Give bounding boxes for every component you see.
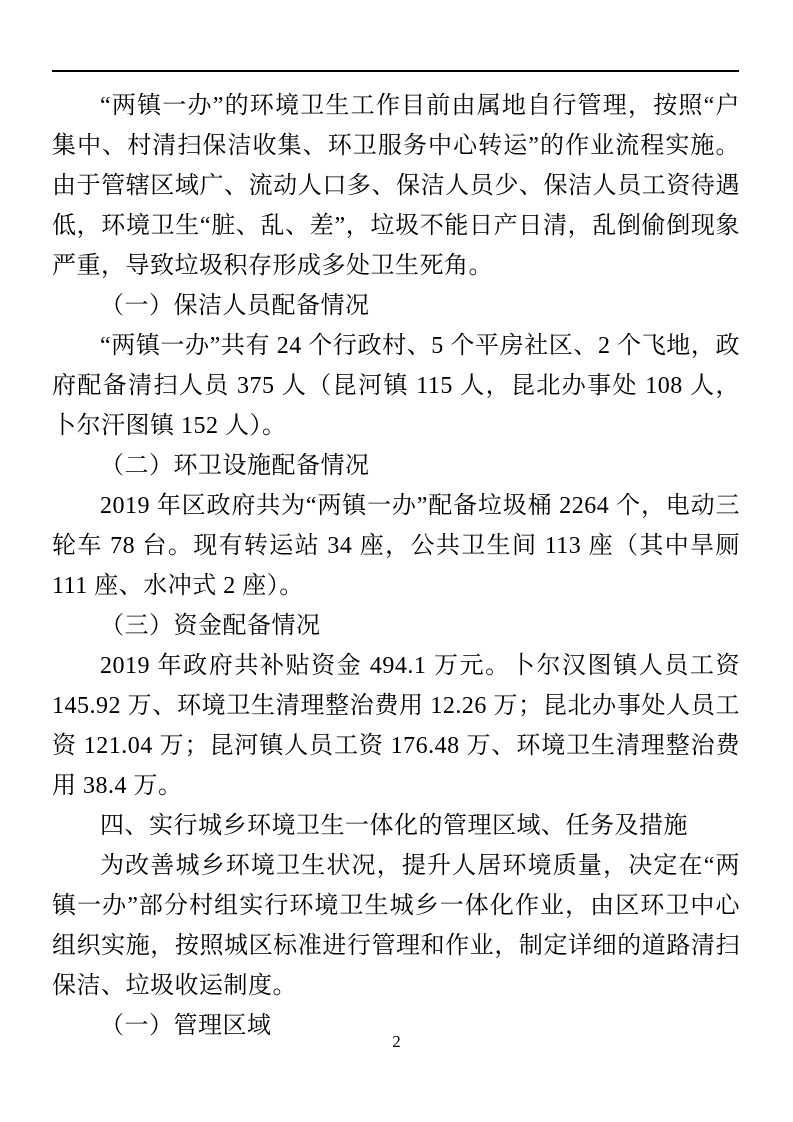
section-heading-sanitation-facilities: （二）环卫设施配备情况: [100, 453, 370, 479]
paragraph-cleaning-staff: “两镇一办”共有 24 个行政村、5 个平房社区、2 个飞地，政府配备清扫人员 375 人（昆河镇 115 人，昆北办事处 108 人，卜尔汗图镇 152 人）。: [52, 333, 740, 439]
page-footer: [0, 1032, 793, 1052]
section-heading-management-area: （一）管理区域: [100, 1013, 272, 1039]
page-number: 2: [392, 1032, 401, 1051]
paragraph-funding: 2019 年政府共补贴资金 494.1 万元。卜尔汉图镇人员工资 145.92 万、环境卫生清理整治费用 12.26 万；昆北办事处人员工资 121.04 万；昆河镇人员工资 176.48 万、环境卫生清理整治费用 38.4 万。: [52, 653, 740, 799]
document-body: [52, 86, 740, 1046]
section-heading-cleaning-staff: （一）保洁人员配备情况: [100, 293, 370, 319]
paragraph-integration-plan: 为改善城乡环境卫生状况，提升人居环境质量，决定在“两镇一办”部分村组实行环境卫生城乡一体化作业，由区环卫中心组织实施，按照城区标准进行管理和作业，制定详细的道路清扫保洁、垃圾收运制度。: [52, 853, 740, 999]
section-heading-funding: （三）资金配备情况: [100, 613, 321, 639]
paragraph-sanitation-facilities: 2019 年区政府共为“两镇一办”配备垃圾桶 2264 个，电动三轮车 78 台。现有转运站 34 座，公共卫生间 113 座（其中旱厕 111 座、水冲式 2 座）。: [52, 493, 740, 599]
paragraph-intro: “两镇一办”的环境卫生工作目前由属地自行管理，按照“户集中、村清扫保洁收集、环卫服务中心转运”的作业流程实施。由于管辖区域广、流动人口多、保洁人员少、保洁人员工资待遇低，环境卫生“脏、乱、差”，垃圾不能日产日清，乱倒偷倒现象严重，导致垃圾积存形成多处卫生死角。: [52, 93, 740, 279]
section-heading-integration-plan: 四、实行城乡环境卫生一体化的管理区域、任务及措施: [100, 813, 688, 839]
header-rule: [52, 70, 739, 72]
